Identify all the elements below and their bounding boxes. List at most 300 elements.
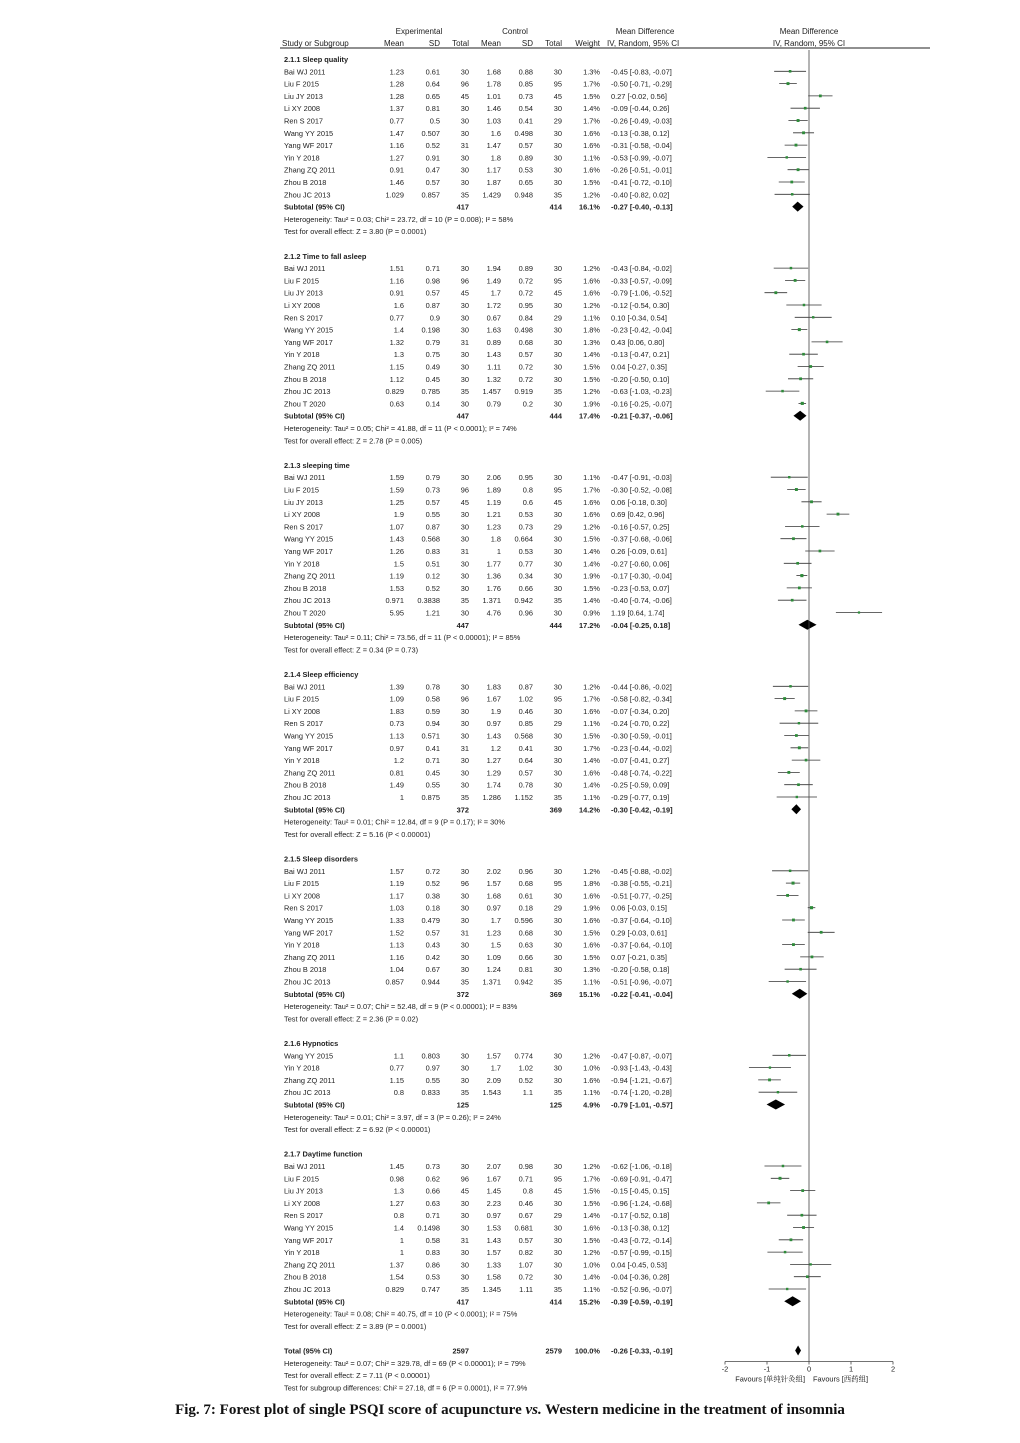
study-mean-e: 1 [399, 1235, 404, 1245]
study-n-e: 30 [460, 731, 469, 741]
study-ci: -0.23 [-0.53, 0.07] [611, 583, 670, 593]
study-sd-c: 0.67 [518, 1211, 533, 1221]
study-mean-c: 1 [496, 547, 501, 556]
study-sd-e: 0.14 [425, 399, 440, 409]
study-name: Ren S 2017 [284, 313, 324, 323]
study-sd-e: 0.568 [421, 534, 440, 544]
study-sd-e: 0.5 [429, 116, 440, 126]
study-n-e: 30 [460, 264, 469, 274]
study-sd-c: 0.84 [518, 313, 533, 323]
subtotal-diamond [792, 989, 808, 999]
study-mean-c: 1.87 [486, 178, 501, 187]
study-sd-e: 0.78 [425, 682, 440, 692]
study-mean-c: 1.543 [482, 1088, 501, 1098]
study-name: Bai WJ 2011 [284, 866, 326, 876]
study-n-c: 45 [553, 288, 562, 298]
study-ci: 0.29 [-0.03, 0.61] [611, 928, 667, 938]
study-ci: 0.26 [-0.09, 0.61] [611, 547, 667, 556]
subtotal-diamond [793, 411, 806, 421]
subtotal-diamond [784, 1296, 801, 1306]
study-ci: 0.04 [-0.45, 0.53] [611, 1260, 667, 1270]
study-mean-c: 1.371 [482, 596, 501, 606]
study-sd-e: 0.3838 [417, 596, 440, 606]
study-mean-c: 1.57 [486, 1051, 501, 1061]
study-n-c: 29 [553, 116, 562, 126]
study-name: Liu F 2015 [284, 1174, 319, 1184]
subtotal-n-e: 372 [456, 989, 469, 999]
study-mean-c: 1.24 [486, 965, 501, 975]
study-mean-e: 5.95 [389, 608, 404, 618]
study-ci: -0.43 [-0.84, -0.02] [611, 264, 672, 274]
study-n-c: 30 [553, 67, 562, 77]
study-ci: -0.69 [-0.91, -0.47] [611, 1174, 672, 1184]
study-weight: 1.6% [583, 1075, 600, 1085]
study-n-e: 96 [460, 1174, 469, 1184]
subgroup-overall-effect: Test for overall effect: Z = 3.89 (P = 0.0001) [284, 1321, 427, 1331]
study-sd-c: 0.68 [518, 879, 533, 889]
study-point [781, 390, 783, 392]
subgroup-differences: Test for subgroup differences: Chi² = 27.18, df = 6 (P = 0.0001), I² = 77.9% [284, 1383, 528, 1393]
subtotal-ci: -0.79 [-1.01, -0.57] [611, 1100, 673, 1110]
study-ci: 0.27 [-0.02, 0.56] [611, 91, 667, 101]
study-sd-c: 0.774 [514, 1051, 533, 1061]
study-sd-c: 0.41 [518, 743, 533, 753]
study-mean-e: 0.91 [389, 288, 404, 298]
study-mean-c: 0.67 [486, 313, 501, 323]
study-mean-e: 0.8 [393, 1088, 404, 1098]
subtotal-weight: 15.2% [579, 1297, 600, 1307]
study-name: Liu F 2015 [284, 276, 319, 286]
study-ci: -0.20 [-0.58, 0.18] [611, 965, 670, 975]
study-name: Yang WF 2017 [284, 1235, 333, 1245]
study-ci: -0.07 [-0.41, 0.27] [611, 756, 670, 766]
study-sd-e: 0.97 [425, 1063, 440, 1073]
study-name: Zhang ZQ 2011 [284, 362, 336, 372]
study-name: Yang WF 2017 [284, 337, 333, 347]
study-ci: -0.62 [-1.06, -0.18] [611, 1162, 672, 1171]
study-sd-c: 0.96 [518, 608, 533, 618]
study-sd-c: 0.72 [518, 288, 533, 298]
study-n-c: 30 [553, 706, 562, 716]
study-mean-c: 1.67 [486, 1174, 501, 1184]
study-sd-e: 0.9 [429, 313, 440, 323]
subtotal-diamond [799, 620, 817, 630]
study-sd-c: 0.942 [514, 596, 533, 606]
subgroup-overall-effect: Test for overall effect: Z = 2.36 (P = 0.02) [284, 1014, 419, 1024]
study-n-c: 30 [553, 374, 562, 384]
study-sd-c: 0.596 [514, 916, 533, 925]
study-ci: -0.45 [-0.83, -0.07] [611, 67, 672, 77]
study-mean-e: 0.8 [393, 1211, 404, 1221]
study-name: Yin Y 2018 [284, 1063, 320, 1073]
study-mean-c: 1.8 [490, 153, 501, 163]
study-mean-c: 1.29 [486, 768, 501, 778]
study-sd-c: 0.46 [518, 1198, 533, 1208]
study-ci: -0.16 [-0.57, 0.25] [611, 522, 670, 532]
study-name: Zhang ZQ 2011 [284, 571, 336, 581]
study-name: Zhou B 2018 [284, 1272, 327, 1282]
study-mean-e: 1 [399, 793, 404, 802]
study-mean-c: 1.09 [486, 952, 501, 962]
subtotal-n-c: 444 [549, 620, 562, 630]
study-point [802, 1226, 805, 1229]
study-name: Yin Y 2018 [284, 559, 320, 569]
study-mean-e: 1.47 [389, 128, 404, 138]
study-name: Liu JY 2013 [284, 288, 323, 298]
subtotal-label: Subtotal (95% CI) [284, 805, 345, 815]
study-mean-e: 1.15 [389, 362, 404, 372]
study-n-e: 30 [460, 706, 469, 716]
study-mean-e: 1.6 [393, 301, 404, 310]
header-mean-e: Mean [383, 39, 404, 48]
study-mean-e: 1.28 [389, 79, 404, 89]
study-n-e: 31 [460, 337, 469, 347]
study-n-c: 95 [553, 79, 562, 89]
study-n-c: 29 [553, 719, 562, 729]
total-n-c: 2579 [545, 1346, 562, 1356]
study-name: Liu F 2015 [284, 79, 319, 89]
study-sd-c: 0.681 [514, 1223, 533, 1233]
study-point [779, 1177, 782, 1180]
study-point [768, 1078, 771, 1081]
study-mean-c: 1.23 [486, 522, 501, 532]
study-sd-c: 1.02 [518, 1063, 533, 1073]
study-mean-e: 1.13 [389, 940, 404, 950]
study-mean-e: 1.16 [389, 276, 404, 286]
study-sd-c: 0.57 [518, 350, 533, 360]
subtotal-diamond [791, 804, 801, 814]
study-ci: 0.04 [-0.27, 0.35] [611, 362, 667, 372]
study-ci: 0.06 [-0.18, 0.30] [611, 497, 667, 507]
study-ci: 0.43 [0.06, 0.80] [611, 337, 665, 347]
study-point [789, 685, 791, 687]
study-name: Zhou B 2018 [284, 178, 327, 187]
study-n-e: 30 [460, 559, 469, 569]
study-point [799, 377, 802, 380]
study-sd-c: 0.73 [518, 522, 533, 532]
study-sd-c: 0.72 [518, 374, 533, 384]
study-n-e: 30 [460, 313, 469, 323]
subgroup-title: 2.1.3 sleeping time [284, 460, 350, 470]
study-n-c: 30 [553, 682, 562, 692]
study-point [786, 894, 789, 897]
study-mean-e: 0.91 [389, 165, 404, 175]
study-n-e: 30 [460, 399, 469, 409]
study-n-e: 30 [460, 965, 469, 975]
study-mean-c: 0.97 [486, 1211, 501, 1221]
study-weight: 1.4% [583, 559, 600, 569]
study-n-c: 30 [553, 350, 562, 360]
study-sd-e: 0.58 [425, 694, 440, 704]
study-n-e: 30 [460, 608, 469, 618]
subgroup-overall-effect: Test for overall effect: Z = 0.34 (P = 0.73) [284, 645, 419, 655]
study-weight: 1.1% [583, 977, 600, 987]
study-n-e: 96 [460, 694, 469, 704]
study-sd-e: 0.42 [425, 952, 440, 962]
subtotal-n-c: 414 [549, 202, 562, 212]
study-n-c: 30 [553, 1272, 562, 1282]
study-name: Zhou JC 2013 [284, 1285, 331, 1294]
study-point [782, 1165, 784, 1167]
study-name: Wang YY 2015 [284, 128, 334, 138]
x-axis [722, 50, 895, 1384]
study-ci: 0.69 [0.42, 0.96] [611, 510, 665, 520]
study-n-e: 30 [460, 952, 469, 962]
study-weight: 1.6% [583, 128, 600, 138]
study-point [837, 513, 840, 516]
study-point [792, 943, 795, 946]
study-mean-c: 1.68 [486, 67, 501, 77]
study-mean-c: 2.23 [486, 1198, 501, 1208]
study-name: Li XY 2008 [284, 891, 321, 901]
study-sd-c: 0.95 [518, 473, 533, 483]
study-mean-e: 0.77 [389, 1063, 404, 1073]
study-point [801, 525, 803, 527]
subtotal-diamond [767, 1100, 785, 1110]
study-sd-e: 0.1498 [417, 1223, 440, 1233]
study-mean-e: 1.27 [389, 1198, 404, 1208]
study-mean-c: 1.63 [486, 325, 501, 335]
study-n-e: 30 [460, 1223, 469, 1233]
study-n-c: 35 [553, 1088, 562, 1098]
study-weight: 1.7% [583, 743, 600, 753]
study-point [797, 119, 800, 122]
study-weight: 1.6% [583, 276, 600, 286]
study-mean-c: 1.68 [486, 891, 501, 901]
study-point [801, 1189, 804, 1192]
study-sd-c: 0.77 [518, 559, 533, 569]
study-name: Yin Y 2018 [284, 940, 320, 950]
study-mean-e: 1.03 [389, 903, 404, 913]
study-sd-c: 0.63 [518, 940, 533, 950]
study-weight: 1.3% [583, 965, 600, 975]
study-sd-c: 0.41 [518, 116, 533, 126]
header-total-c: Total [545, 39, 562, 48]
subtotal-ci: -0.22 [-0.41, -0.04] [611, 989, 673, 999]
study-ci: -0.50 [-0.71, -0.29] [611, 79, 672, 89]
study-mean-c: 1.7 [490, 916, 501, 925]
study-point [810, 500, 813, 503]
subtotal-label: Subtotal (95% CI) [284, 989, 345, 999]
subtotal-n-c: 369 [549, 805, 562, 815]
study-n-c: 30 [553, 1051, 562, 1061]
study-n-c: 30 [553, 1198, 562, 1208]
subgroup-heterogeneity: Heterogeneity: Tau² = 0.07; Chi² = 52.48, df = 9 (P < 0.00001); I² = 83% [284, 1002, 518, 1012]
study-point [802, 353, 805, 356]
study-weight: 1.9% [583, 903, 600, 913]
study-sd-c: 0.57 [518, 1235, 533, 1245]
study-point [801, 1214, 804, 1217]
study-mean-c: 1.19 [486, 497, 501, 507]
study-sd-c: 0.6 [522, 497, 533, 507]
subgroup-overall-effect: Test for overall effect: Z = 2.78 (P = 0.005) [284, 436, 423, 446]
study-sd-c: 0.72 [518, 276, 533, 286]
study-sd-c: 0.81 [518, 965, 533, 975]
study-n-c: 35 [553, 387, 562, 397]
figure-caption [0, 1402, 1020, 1419]
subgroup-heterogeneity: Heterogeneity: Tau² = 0.03; Chi² = 23.72, df = 10 (P = 0.008); I² = 58% [284, 214, 514, 224]
study-mean-e: 1.1 [393, 1051, 404, 1061]
study-ci: -0.27 [-0.60, 0.06] [611, 559, 670, 569]
study-n-c: 30 [553, 1075, 562, 1085]
study-weight: 1.5% [583, 1186, 600, 1196]
study-n-c: 35 [553, 596, 562, 606]
study-weight: 1.5% [583, 731, 600, 741]
study-sd-e: 0.81 [425, 104, 440, 114]
study-sd-e: 0.71 [425, 1211, 440, 1221]
study-n-e: 30 [460, 116, 469, 126]
study-name: Liu F 2015 [284, 694, 319, 704]
study-mean-c: 1.9 [490, 706, 501, 716]
header-experimental: Experimental [395, 27, 443, 36]
study-n-c: 30 [553, 104, 562, 114]
study-mean-c: 2.06 [486, 473, 501, 483]
subgroup-heterogeneity: Heterogeneity: Tau² = 0.05; Chi² = 41.88, df = 11 (P < 0.0001); I² = 74% [284, 424, 517, 433]
study-weight: 1.9% [583, 399, 600, 409]
study-sd-e: 0.57 [425, 288, 440, 298]
study-ci: -0.79 [-1.06, -0.52] [611, 288, 672, 298]
study-name: Bai WJ 2011 [284, 473, 326, 483]
study-name: Wang YY 2015 [284, 731, 334, 741]
study-sd-c: 0.78 [518, 780, 533, 790]
study-mean-c: 1.11 [487, 362, 501, 372]
study-mean-c: 1.7 [490, 288, 501, 298]
study-n-c: 30 [553, 768, 562, 778]
study-sd-c: 0.942 [514, 977, 533, 987]
study-mean-e: 1.57 [389, 866, 404, 876]
study-sd-c: 0.68 [518, 337, 533, 347]
study-weight: 1.5% [583, 178, 600, 187]
study-n-c: 30 [553, 337, 562, 347]
study-ci: -0.07 [-0.34, 0.20] [611, 706, 670, 716]
study-n-c: 30 [553, 153, 562, 163]
study-sd-c: 0.85 [518, 79, 533, 89]
subtotal-n-e: 125 [456, 1100, 469, 1110]
study-weight: 1.8% [583, 325, 600, 335]
study-mean-c: 4.76 [486, 608, 501, 618]
study-point [788, 476, 790, 478]
study-n-e: 96 [460, 485, 469, 495]
study-sd-e: 0.61 [425, 67, 440, 77]
study-ci: -0.47 [-0.91, -0.03] [611, 473, 672, 483]
study-mean-e: 1.54 [389, 1272, 404, 1282]
study-mean-e: 1.39 [389, 682, 404, 692]
study-n-e: 30 [460, 1272, 469, 1282]
study-n-c: 95 [553, 1174, 562, 1184]
study-mean-c: 1.03 [486, 116, 501, 126]
study-n-e: 30 [460, 1075, 469, 1085]
study-sd-e: 0.53 [425, 1272, 440, 1282]
subtotal-diamond [792, 202, 803, 212]
study-n-e: 30 [460, 374, 469, 384]
study-point [796, 562, 799, 565]
study-n-e: 30 [460, 1063, 469, 1073]
study-name: Zhou JC 2013 [284, 1088, 331, 1098]
study-point [805, 709, 808, 712]
study-ci: 1.19 [0.64, 1.74] [611, 608, 665, 618]
subgroup-title: 2.1.7 Daytime function [284, 1149, 363, 1159]
study-name: Yang WF 2017 [284, 141, 333, 151]
subgroup-heterogeneity: Heterogeneity: Tau² = 0.01; Chi² = 12.84, df = 9 (P = 0.17); I² = 30% [284, 817, 505, 827]
study-point [774, 291, 777, 294]
study-weight: 1.5% [583, 362, 600, 372]
study-weight: 1.1% [583, 313, 600, 323]
subtotal-weight: 4.9% [583, 1100, 600, 1110]
header-mean-c: Mean [480, 39, 501, 48]
study-n-e: 30 [460, 719, 469, 729]
study-sd-c: 0.89 [518, 153, 533, 163]
study-mean-e: 1.16 [389, 141, 404, 151]
study-mean-e: 1.32 [389, 337, 404, 347]
study-weight: 1.4% [583, 756, 600, 766]
caption-vs: vs. [525, 1402, 542, 1418]
study-mean-e: 1.26 [389, 547, 404, 556]
study-n-e: 35 [460, 793, 469, 802]
study-name: Zhou JC 2013 [284, 387, 331, 397]
study-mean-c: 1.286 [482, 793, 501, 802]
study-mean-e: 1.52 [389, 928, 404, 938]
study-n-c: 30 [553, 1162, 562, 1171]
study-n-c: 30 [553, 547, 562, 556]
study-n-c: 30 [553, 325, 562, 335]
study-sd-e: 0.747 [421, 1285, 440, 1294]
study-n-c: 29 [553, 313, 562, 323]
study-point [790, 1238, 793, 1241]
study-name: Liu JY 2013 [284, 1186, 323, 1196]
study-mean-e: 1.07 [389, 522, 404, 532]
study-name: Yin Y 2018 [284, 153, 320, 163]
study-mean-e: 1.4 [393, 325, 404, 335]
study-sd-c: 1.1 [522, 1088, 533, 1098]
subgroup-overall-effect: Test for overall effect: Z = 5.16 (P < 0.00001) [284, 829, 431, 839]
study-n-c: 29 [553, 903, 562, 913]
study-sd-e: 0.65 [425, 91, 440, 101]
study-mean-c: 1.74 [486, 780, 501, 790]
study-mean-c: 1.21 [486, 510, 501, 520]
study-sd-e: 0.87 [425, 522, 440, 532]
subtotal-ci: -0.04 [-0.25, 0.18] [611, 620, 671, 630]
study-weight: 1.7% [583, 1174, 600, 1184]
study-sd-e: 0.98 [425, 276, 440, 286]
header-md-title: Mean Difference [615, 27, 675, 36]
study-n-e: 35 [460, 1285, 469, 1294]
study-n-e: 30 [460, 768, 469, 778]
study-point [810, 1263, 812, 1265]
study-weight: 1.7% [583, 79, 600, 89]
study-ci: -0.52 [-0.96, -0.07] [611, 1285, 672, 1294]
study-ci: -0.44 [-0.86, -0.02] [611, 682, 672, 692]
study-n-e: 35 [460, 1088, 469, 1098]
study-point [794, 279, 797, 282]
study-n-c: 30 [553, 559, 562, 569]
subgroup-title: 2.1.2 Time to fall asleep [284, 251, 367, 261]
study-n-c: 30 [553, 1235, 562, 1245]
study-mean-e: 1.49 [389, 780, 404, 790]
study-n-e: 30 [460, 1248, 469, 1258]
study-n-e: 30 [460, 1051, 469, 1061]
study-name: Li XY 2008 [284, 301, 321, 310]
study-point [786, 980, 788, 982]
study-mean-e: 1.28 [389, 91, 404, 101]
study-sd-e: 0.64 [425, 79, 440, 89]
study-n-e: 30 [460, 583, 469, 593]
study-sd-c: 0.66 [518, 583, 533, 593]
study-n-e: 30 [460, 522, 469, 532]
study-sd-e: 0.52 [425, 583, 440, 593]
study-name: Zhou JC 2013 [284, 596, 331, 606]
header-md-method: IV, Random, 95% CI [607, 39, 680, 48]
study-n-c: 35 [553, 977, 562, 987]
